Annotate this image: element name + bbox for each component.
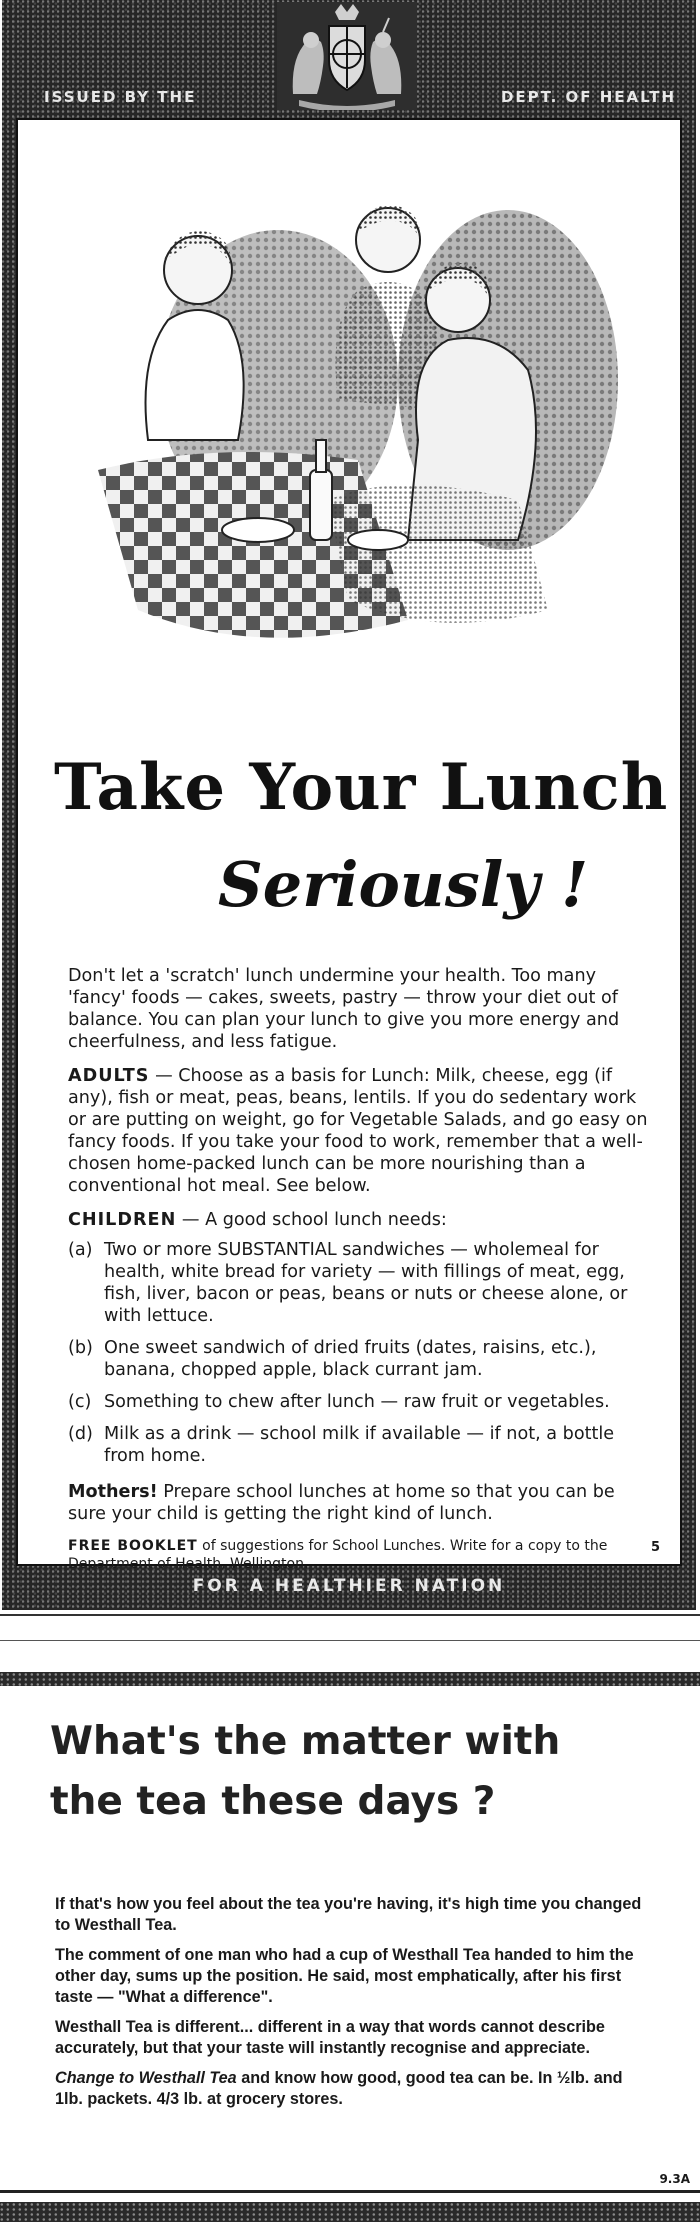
ad-header: [2, 0, 696, 115]
children-text: — A good school lunch needs:: [176, 1210, 447, 1230]
tea-paragraph: The comment of one man who had a cup of Westhall Tea handed to him the other day, sums up the position. He said, most emphatically, after his first taste — "What a difference".: [55, 1946, 634, 2006]
mothers-text: Prepare school lunches at home so that you can be sure your child is getting the right kind of lunch.: [68, 1482, 615, 1524]
footer-slogan: FOR A HEALTHIER NATION: [192, 1576, 506, 1596]
adults-text: — Choose as a basis for Lunch: Milk, cheese, egg (if any), fish or meat, peas, beans, lentils. If you do sedentary work or are putting on weight, go for Vegetable Salads, and go easy on fancy foods. If you take your food to work, remember that a well-chosen home-packed lunch can be more nourishing than a conventional hot meal. See below.: [68, 1066, 648, 1196]
ad-reference-code: 9.3A: [659, 2172, 690, 2186]
ad-footer: [2, 1568, 696, 1608]
list-marker: (b): [68, 1338, 93, 1358]
list-text: One sweet sandwich of dried fruits (dates, raisins, etc.), banana, chopped apple, black currant jam.: [104, 1338, 597, 1380]
tea-closing: [55, 2068, 645, 2110]
tea-closing-text: and know how good, good tea can be. In ½lb. and 1lb. packets. 4/3 lb. at grocery stores.: [55, 2069, 623, 2108]
coat-of-arms-icon: [277, 2, 417, 110]
lunch-illustration: [78, 140, 638, 660]
dept-of-health-label: DEPT. OF HEALTH: [500, 88, 676, 106]
list-text: Something to chew after lunch — raw fruit or vegetables.: [104, 1392, 610, 1412]
adults-lead: ADULTS: [68, 1066, 150, 1086]
tea-paragraph: If that's how you feel about the tea you're having, it's high time you changed to Westhall Tea.: [55, 1895, 642, 1934]
intro-paragraph: Don't let a 'scratch' lunch undermine your health. Too many 'fancy' foods — cakes, sweets, pastry — throw your diet out of balance. You can plan your lunch to give you more energy and cheerfulness, and less fatigue.: [68, 966, 620, 1052]
divider: [0, 1614, 700, 1616]
tea-headline-line-1: What's the matter with: [50, 1719, 561, 1764]
divider: [0, 1640, 700, 1641]
list-item: [68, 1239, 653, 1327]
list-text: Two or more SUBSTANTIAL sandwiches — wholemeal for health, white bread for variety — with fillings of meat, egg, fish, liver, bacon or peas, beans or nuts or cheese alone, or with lettuce.: [104, 1240, 628, 1326]
mothers-paragraph: [68, 1481, 653, 1525]
ad-bottom-border: [0, 2202, 700, 2222]
ad-frame: [2, 0, 696, 1610]
booklet-text: of suggestions for School Lunches. Write for a copy to the Department of Health, Wellington.: [68, 1538, 608, 1572]
health-ad-body: [68, 965, 653, 1585]
ad-number: 5: [650, 1540, 660, 1555]
list-marker: (a): [68, 1240, 93, 1260]
list-item: [68, 1423, 653, 1467]
ad-top-border: [0, 1672, 700, 1686]
issued-by-label: ISSUED BY THE: [44, 88, 197, 106]
booklet-lead: FREE BOOKLET: [68, 1538, 198, 1554]
children-paragraph: [68, 1209, 653, 1231]
list-text: Milk as a drink — school milk if available — if not, a bottle from home.: [104, 1424, 615, 1466]
list-item: [68, 1391, 653, 1413]
divider: [0, 2190, 700, 2193]
list-marker: (c): [68, 1392, 92, 1412]
list-marker: (d): [68, 1424, 93, 1444]
headline-take-your-lunch: Take Your Lunch: [54, 750, 669, 825]
list-item: [68, 1337, 653, 1381]
mothers-lead: Mothers!: [68, 1482, 158, 1502]
headline-seriously: Seriously !: [218, 848, 589, 921]
tea-advertisement: [0, 1672, 700, 2232]
tea-ad-body: [55, 1894, 645, 2119]
tea-headline: [50, 1712, 670, 1832]
children-lead: CHILDREN: [68, 1210, 177, 1230]
tea-paragraph: Westhall Tea is different... different in a way that words cannot describe accurately, but that your taste will instantly recognise and appreciate.: [55, 2018, 605, 2057]
adults-paragraph: [68, 1065, 653, 1197]
tea-closing-italic: Change to Westhall Tea: [55, 2069, 237, 2087]
ad-content-panel: [16, 118, 682, 1572]
tea-headline-line-2: the tea these days ?: [50, 1779, 496, 1824]
